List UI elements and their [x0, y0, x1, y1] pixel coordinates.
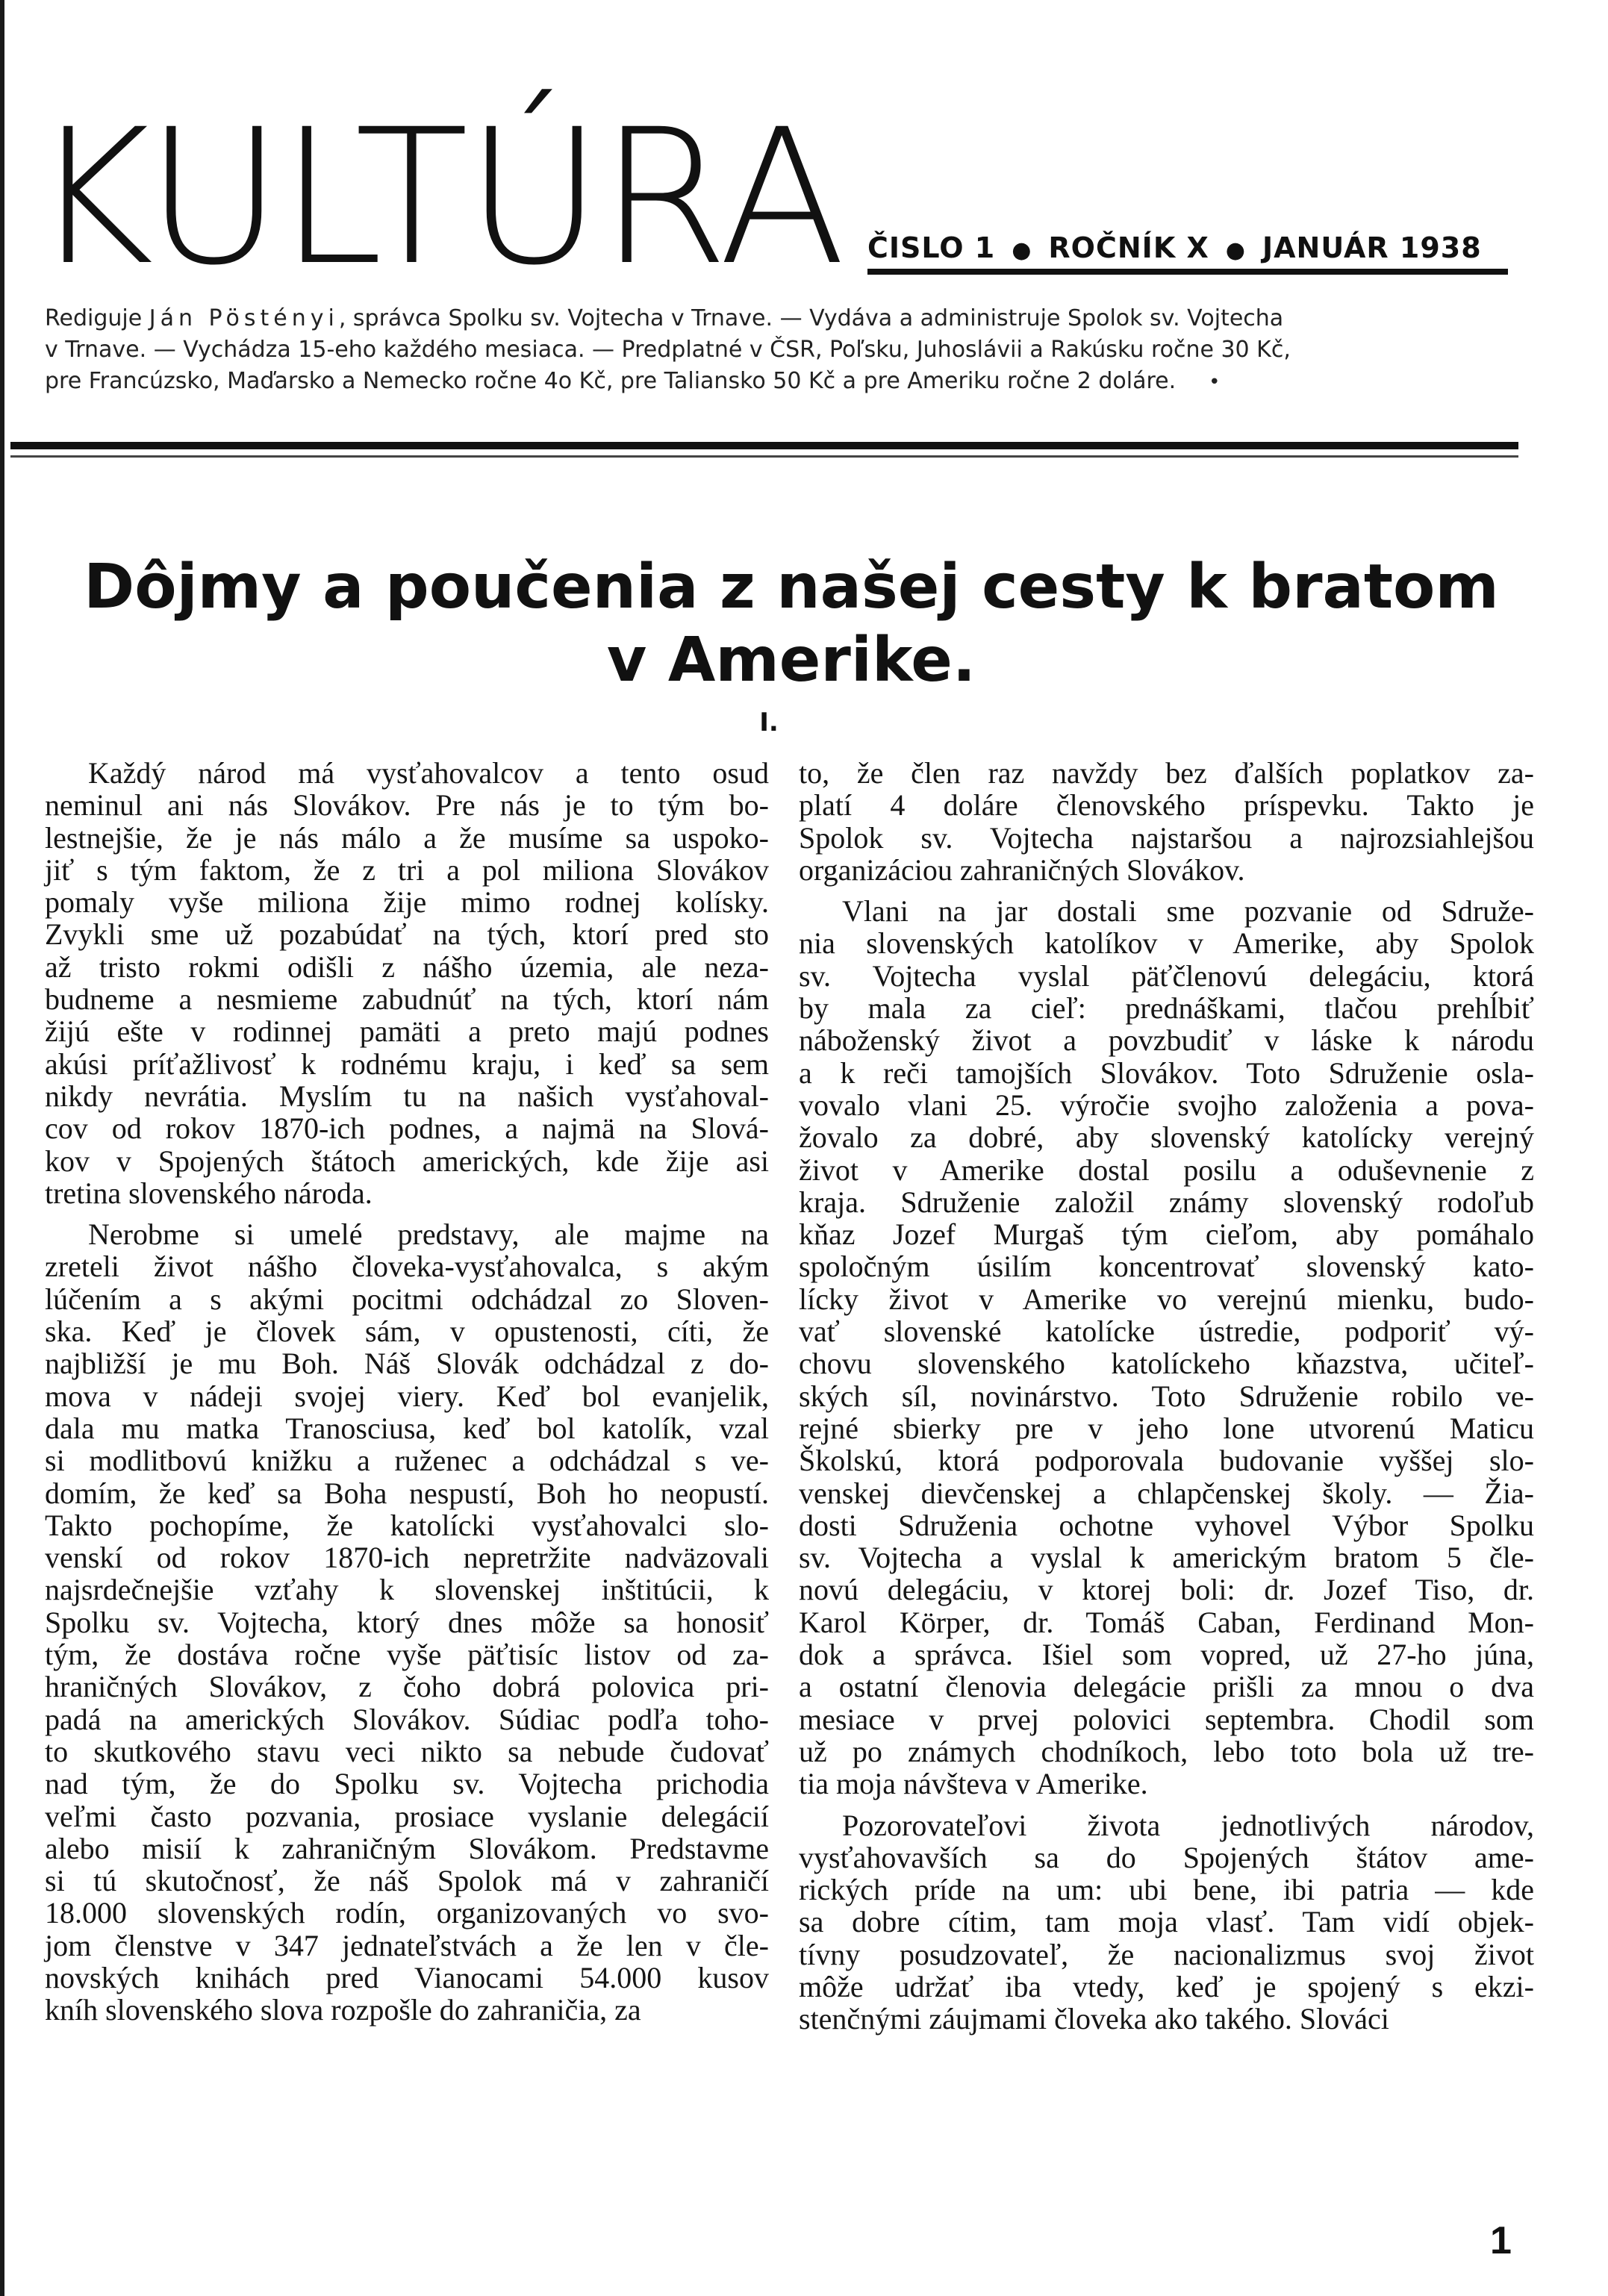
text-line: Nerobme si umelé predstavy, ale majme na — [88, 1217, 769, 1252]
text-line: sv. Vojtecha vyslal päťčlenovú delegáciu, ktorá — [799, 958, 1534, 993]
publisher-line: pre Francúzsko, Maďarsko a Nemecko ročne 4o Kč, pre Taliansko 50 Kč a pre Ameriku ročne 2 doláre. • — [45, 366, 1508, 398]
magazine-title: KULTÚRA — [31, 89, 844, 306]
publisher-line: Rediguje Ján Pöstényi, správca Spolku sv. Vojtecha v Trnave. — Vydáva a administruje Spolok sv. Vojtecha — [45, 305, 1284, 331]
article-column-left — [45, 757, 769, 2027]
issue-rule — [867, 269, 1508, 275]
text-line: až tristo rokmi odišli z nášho územia, ale neza- — [45, 949, 769, 984]
text-line: už po známych chodníkoch, lebo toto bola už tre- — [799, 1734, 1534, 1768]
left-edge-rule — [0, 0, 4, 2296]
text-line: to skutkového stavu veci nikto sa nebude čudovať — [45, 1734, 769, 1768]
text-line: vať slovenské katolícke ústredie, podporiť vý- — [799, 1314, 1534, 1349]
text-line: život v Amerike dostal posilu a oduševnenie z — [799, 1152, 1534, 1187]
text-line: novú delegáciu, v ktorej boli: dr. Jozef Tiso, dr. — [799, 1573, 1534, 1607]
publisher-line: v Trnave. — Vychádza 15-eho každého mesiaca. — Predplatné v ČSR, Poľsku, Juhoslávii a Rakúsku ročne 30 Kč, — [45, 337, 1291, 363]
text-line: rických príde na um: ubi bene, ibi patria — kde — [799, 1873, 1534, 1907]
text-line: pomaly vyše miliona žije mimo rodnej kolísky. — [45, 885, 769, 920]
text-line: tretina slovenského národa. — [45, 1176, 373, 1210]
page-number: 1 — [1490, 2219, 1512, 2262]
separator-dot-icon: ● — [1012, 237, 1032, 263]
text-line: nia slovenských katolíkov v Amerike, aby Spolok — [799, 926, 1534, 961]
text-line: hraničných Slovákov, z čoho dobrá polovica pri- — [45, 1670, 769, 1704]
article-title-line: v Amerike. — [606, 625, 976, 696]
text-line: chovu slovenského katolíckeho kňazstva, učiteľ- — [799, 1347, 1534, 1381]
text-line: Takto pochopíme, že katolícki vysťahovalci slo- — [45, 1508, 769, 1542]
text-line: lestnejšie, že je nás málo a že musíme sa uspoko- — [45, 820, 769, 855]
text-line: stenčnými záujmami človeka ako takého. Slováci — [799, 2002, 1389, 2036]
text-line: mova v nádeji svojej viery. Keď bol evanjelik, — [45, 1379, 769, 1413]
text-line: ských síl, novinárstvo. Toto Sdruženie robilo ve- — [799, 1379, 1534, 1413]
text-line: padá na amerických Slovákov. Súdiac podľa toho- — [45, 1702, 769, 1736]
text-line: platí 4 doláre členovského príspevku. Takto je — [799, 788, 1534, 823]
text-line: dala mu matka Tranosciusa, keď bol katolík, vzal — [45, 1411, 769, 1445]
section-number: I. — [759, 708, 779, 737]
text-line: rejné sbierky pre v jeho lone utvorenú Maticu — [799, 1411, 1534, 1445]
text-line: kraja. Sdruženie založil známy slovenský rodoľub — [799, 1185, 1534, 1219]
text-line: budneme a nesmieme zabudnúť na tých, ktorí nám — [45, 982, 769, 1017]
text-line: jom členstve v 347 jednateľstvách a že len v čle- — [45, 1928, 769, 1962]
text-line: Školskú, ktorá podporovala budovanie vyššej slo- — [799, 1444, 1534, 1478]
article-column-right — [799, 757, 1534, 2035]
text-line: kňaz Jozef Murgaš tým cieľom, aby pomáhalo — [799, 1217, 1534, 1252]
text-line: a ostatní členovia delegácie prišli za mnou o dva — [799, 1670, 1534, 1704]
text-line: tívny posudzovateľ, že nacionalizmus svoj život — [799, 1937, 1534, 1971]
article-title-line: Dôjmy a poučenia z našej cesty k bratom — [84, 552, 1499, 623]
text-line: sa dobre cítim, tam moja vlasť. Tam vidí objek- — [799, 1905, 1534, 1939]
issue-volume: ROČNÍK X — [1048, 231, 1209, 264]
publisher-info — [45, 303, 1508, 398]
text-line: môže udržať iba vtedy, keď je spojený s ekzi- — [799, 1969, 1534, 2003]
text-line: kníh slovenského slova rozpošle do zahraničia, za — [45, 1993, 641, 2027]
text-line: dosti Sdruženia ochotne vyhovel Výbor Spolku — [799, 1508, 1534, 1542]
text-line: mesiace v prvej polovici septembra. Chodil som — [799, 1702, 1534, 1736]
issue-number: ČISLO 1 — [867, 231, 996, 264]
text-line: venskí od rokov 1870-ich nepretržite nadväzovali — [45, 1541, 769, 1575]
text-line: Spolok sv. Vojtecha najstaršou a najrozsiahlejšou — [799, 820, 1534, 855]
text-line: lícky život v Amerike vo verejnú mienku, budo- — [799, 1282, 1534, 1316]
text-line: vysťahovavších sa do Spojených štátov ame- — [799, 1840, 1534, 1874]
header-divider — [10, 442, 1518, 449]
text-line: dok a správca. Išiel som vopred, už 27-ho júna, — [799, 1638, 1534, 1672]
editor-name: Ján Pöstényi — [149, 305, 339, 331]
text-line: neminul ani nás Slovákov. Pre nás je to tým bo- — [45, 788, 769, 823]
text-line: Vlani na jar dostali sme pozvanie od Sdruže- — [842, 894, 1534, 929]
text-line: lúčením a s akými pocitmi odchádzal zo Sloven- — [45, 1282, 769, 1316]
text-line: veľmi často pozvania, prosiace vyslanie delegácií — [45, 1799, 769, 1833]
issue-date: JANUÁR 1938 — [1262, 231, 1482, 264]
text-line: vovalo vlani 25. výročie svojho založenia a pova- — [799, 1088, 1534, 1122]
text-line: jiť s tým faktom, že z tri a pol miliona Slovákov — [45, 852, 769, 887]
text-line: si tú skutočnosť, že náš Spolok má v zahraničí — [45, 1864, 769, 1898]
text-line: domím, že keď sa Boha nespustí, Boh ho neopustí. — [45, 1476, 769, 1510]
text-line: akúsi príťažlivosť k rodnému kraju, i keď sa sem — [45, 1046, 769, 1081]
text-line: žovalo za dobré, aby slovenský katolícky verejný — [799, 1120, 1534, 1155]
text-line: kov v Spojených štátoch amerických, kde žije asi — [45, 1144, 769, 1178]
text-line: novských knihách pred Vianocami 54.000 kusov — [45, 1960, 769, 1994]
text-line: Karol Körper, dr. Tomáš Caban, Ferdinand Mon- — [799, 1605, 1534, 1639]
text-line: najbližší je mu Boh. Náš Slovák odchádzal z do- — [45, 1347, 769, 1381]
text-line: tým, že dostáva ročne vyše päťtisíc listov od za- — [45, 1638, 769, 1672]
article-title — [45, 551, 1538, 697]
text-line: a k reči tamojších Slovákov. Toto Sdruženie osla- — [799, 1055, 1534, 1090]
text-line: si modlitbovú knižku a ruženec a odchádzal s ve- — [45, 1444, 769, 1478]
text-line: Pozorovateľovi života jednotlivých národov, — [842, 1808, 1534, 1842]
text-line: žijú ešte v rodinnej pamäti a preto majú podnes — [45, 1014, 769, 1049]
text-line: by mala za cieľ: prednáškami, tlačou prehĺbiť — [799, 991, 1534, 1026]
text-line: Každý národ má vysťahovalcov a tento osud — [88, 756, 769, 790]
text-line: tia moja návšteva v Amerike. — [799, 1767, 1148, 1801]
separator-dot-icon: ● — [1225, 237, 1246, 263]
text-line: ska. Keď je človek sám, v opustenosti, cíti, že — [45, 1314, 769, 1349]
text-line: Zvykli sme už pozabúdať na tých, ktorí pred sto — [45, 917, 769, 952]
text-line: nad tým, že do Spolku sv. Vojtecha prichodia — [45, 1767, 769, 1801]
header-divider-thin — [10, 455, 1518, 458]
text-line: spoločným úsilím koncentrovať slovenský kato- — [799, 1250, 1534, 1284]
text-line: nikdy nevrátia. Myslím tu na našich vysťahoval- — [45, 1079, 769, 1113]
text-line: 18.000 slovenských rodín, organizovaných vo svo- — [45, 1896, 769, 1930]
issue-info — [867, 231, 1482, 264]
text-line: náboženský život a povzbudiť v láske k národu — [799, 1023, 1534, 1058]
text-line: organizáciou zahraničných Slovákov. — [799, 852, 1245, 887]
bullet-icon: • — [1209, 371, 1221, 393]
text-line: sv. Vojtecha a vyslal k americkým bratom 5 čle- — [799, 1541, 1534, 1575]
text-line: to, že člen raz navždy bez ďalších poplatkov za- — [799, 756, 1534, 790]
text-line: venskej dievčenskej a chlapčenskej školy. — Žia- — [799, 1476, 1534, 1510]
text-line: cov od rokov 1870-ich podnes, a najmä na Slová- — [45, 1111, 769, 1146]
text-line: alebo misií k zahraničným Slovákom. Predstavme — [45, 1831, 769, 1865]
text-line: zreteli život nášho človeka-vysťahovalca, s akým — [45, 1250, 769, 1284]
text-line: Spolku sv. Vojtecha, ktorý dnes môže sa honosiť — [45, 1605, 769, 1639]
text-line: najsrdečnejšie vzťahy k slovenskej inštitúcii, k — [45, 1573, 769, 1607]
